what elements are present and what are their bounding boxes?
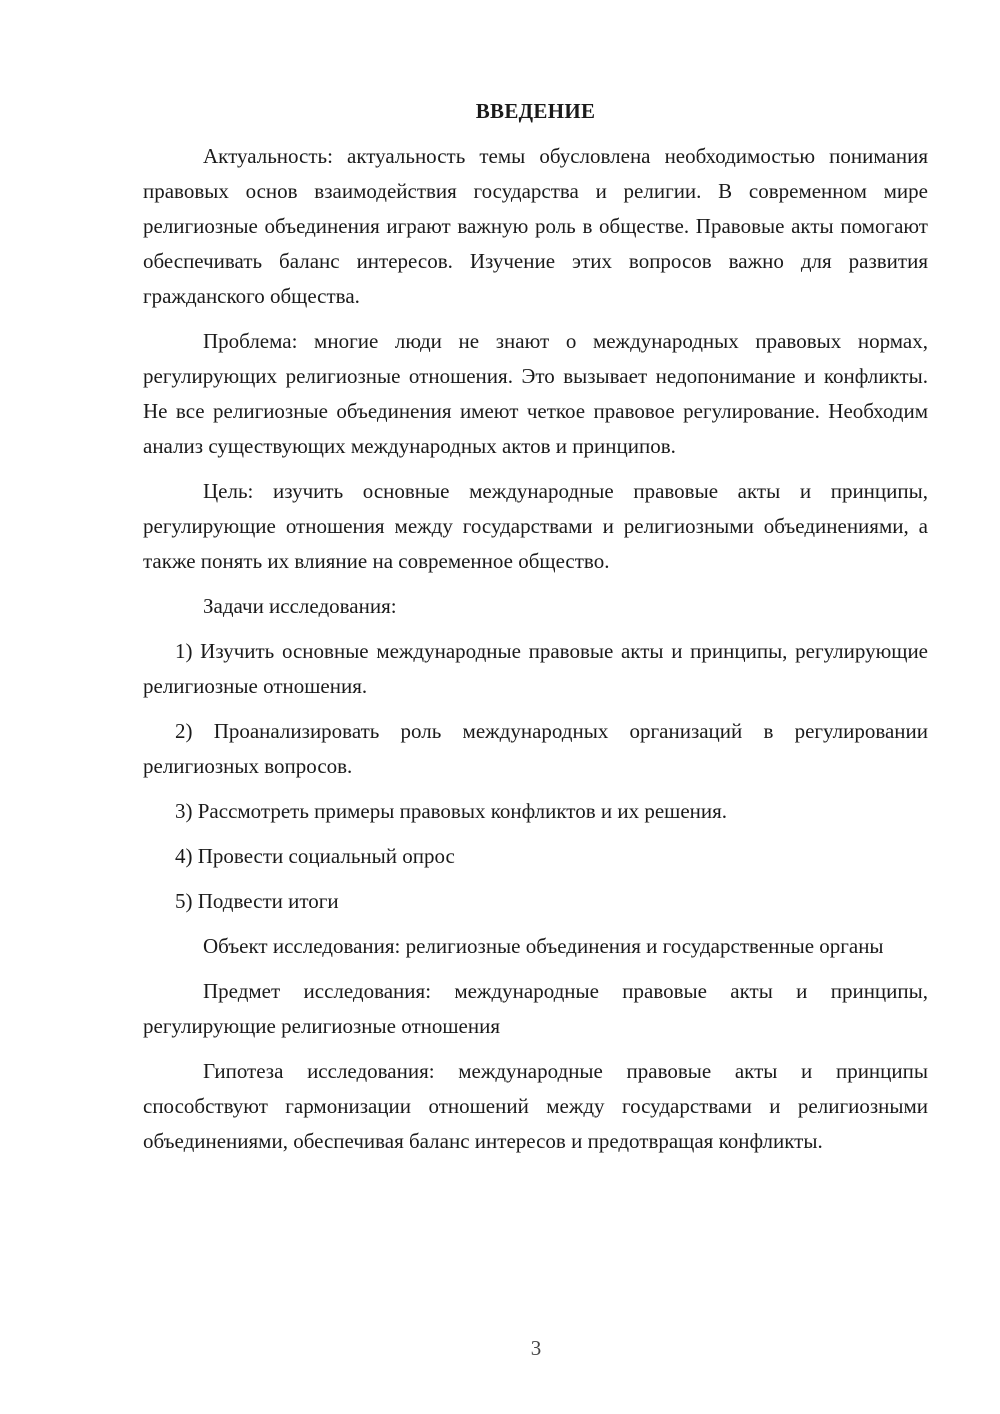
task-item: 4) Провести социальный опрос — [175, 844, 455, 868]
tasks-intro-paragraph: Задачи исследования: — [203, 594, 397, 618]
task-item: 1) Изучить основные международные правовые акты и принципы, регулирующие религиозные отношения. — [143, 639, 928, 698]
hypothesis-paragraph: Гипотеза исследования: международные правовые акты и принципы способствуют гармонизации отношений между государствами и религиозными объединениями, обеспечивая баланс интересов и предотвращая конфликты. — [143, 1059, 928, 1153]
relevance-paragraph: Актуальность: актуальность темы обусловлена необходимостью понимания правовых основ взаимодействия государства и религии. В современном мире религиозные объединения играют важную роль в обществе. Правовые акты помогают обеспечивать баланс интересов. Изучение этих вопросов важно для развития гражданского общества. — [143, 144, 928, 308]
object-paragraph: Объект исследования: религиозные объединения и государственные органы — [203, 934, 884, 958]
task-item: 2) Проанализировать роль международных организаций в регулировании религиозных вопросов. — [143, 719, 928, 778]
page-title: ВВЕДЕНИЕ — [475, 99, 596, 123]
page-content — [143, 94, 928, 1159]
problem-paragraph: Проблема: многие люди не знают о международных правовых нормах, регулирующих религиозные отношения. Это вызывает недопонимание и конфликты. Не все религиозные объединения имеют четкое правовое регулирование. Необходим анализ существующих международных актов и принципов. — [143, 329, 928, 458]
task-item: 3) Рассмотреть примеры правовых конфликтов и их решения. — [175, 799, 728, 823]
tasks-list — [143, 634, 928, 919]
goal-paragraph: Цель: изучить основные международные правовые акты и принципы, регулирующие отношения между государствами и религиозными объединениями, а также понять их влияние на современное общество. — [143, 479, 928, 573]
task-item: 5) Подвести итоги — [175, 889, 339, 913]
subject-paragraph: Предмет исследования: международные правовые акты и принципы, регулирующие религиозные отношения — [143, 979, 928, 1038]
page-number: 3 — [530, 1336, 542, 1360]
